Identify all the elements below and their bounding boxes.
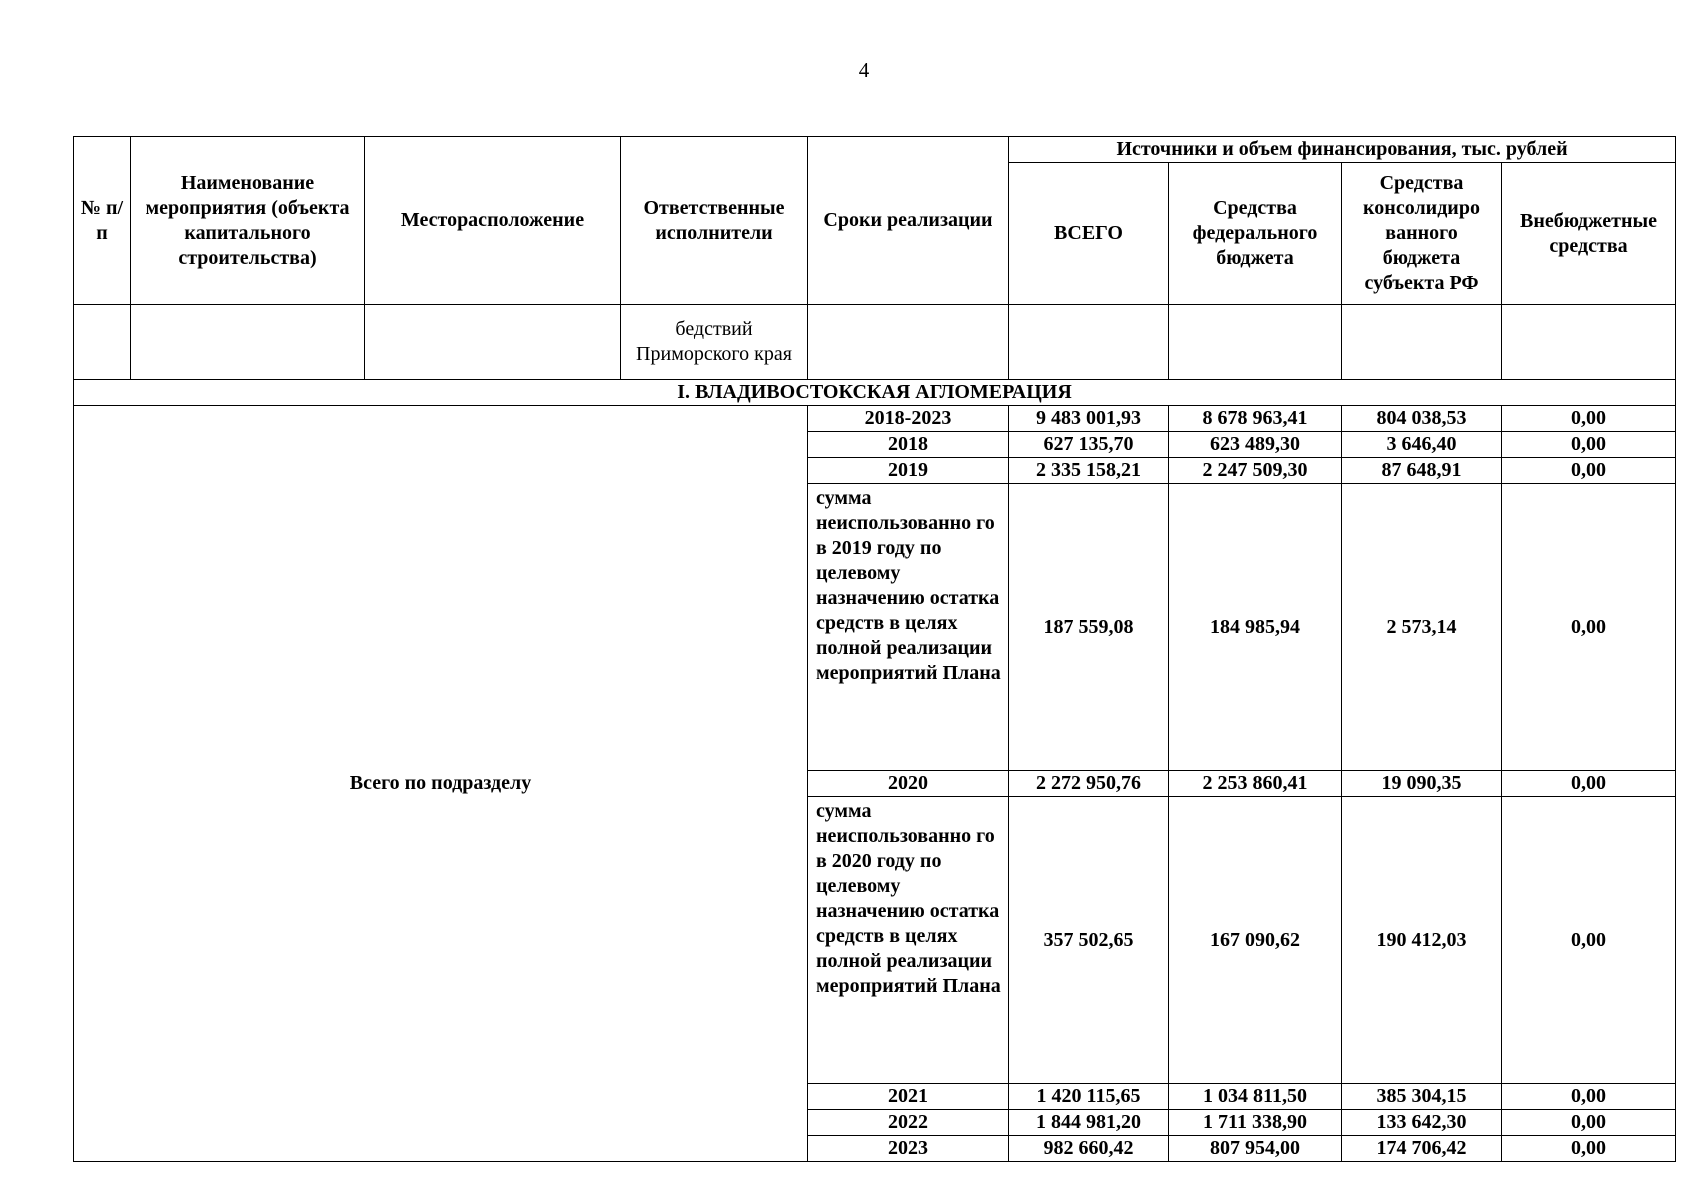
cont-federal bbox=[1169, 305, 1342, 380]
cell-federal: 167 090,62 bbox=[1169, 797, 1342, 1084]
cell-federal: 1 034 811,50 bbox=[1169, 1084, 1342, 1110]
cell-federal: 184 985,94 bbox=[1169, 484, 1342, 771]
cell-period: сумма неиспользованно го в 2020 году по целевому назначению остатка средств в целях полной реализации мероприятий Плана bbox=[808, 797, 1009, 1084]
header-location: Месторасположение bbox=[365, 137, 621, 305]
cell-extrabudget: 0,00 bbox=[1502, 1110, 1676, 1136]
cell-extrabudget: 0,00 bbox=[1502, 458, 1676, 484]
cell-extrabudget: 0,00 bbox=[1502, 406, 1676, 432]
cell-consolidated: 385 304,15 bbox=[1342, 1084, 1502, 1110]
cell-federal: 8 678 963,41 bbox=[1169, 406, 1342, 432]
cell-consolidated: 3 646,40 bbox=[1342, 432, 1502, 458]
header-federal: Средства федерального бюджета bbox=[1169, 163, 1342, 305]
cont-consolidated bbox=[1342, 305, 1502, 380]
header-terms: Сроки реализации bbox=[808, 137, 1009, 305]
subtotal-label: Всего по подразделу bbox=[74, 406, 808, 1162]
cell-consolidated: 133 642,30 bbox=[1342, 1110, 1502, 1136]
cell-period: 2019 bbox=[808, 458, 1009, 484]
cell-extrabudget: 0,00 bbox=[1502, 771, 1676, 797]
cell-period: 2022 bbox=[808, 1110, 1009, 1136]
cell-total: 2 272 950,76 bbox=[1009, 771, 1169, 797]
cont-extrabudget bbox=[1502, 305, 1676, 380]
cell-federal: 623 489,30 bbox=[1169, 432, 1342, 458]
cont-name bbox=[131, 305, 365, 380]
cell-total: 627 135,70 bbox=[1009, 432, 1169, 458]
header-name: Наименование мероприятия (объекта капитального строительства) bbox=[131, 137, 365, 305]
cell-consolidated: 87 648,91 bbox=[1342, 458, 1502, 484]
section-row bbox=[74, 380, 1676, 406]
header-sources-group: Источники и объем финансирования, тыс. рублей bbox=[1009, 137, 1676, 163]
cell-total: 982 660,42 bbox=[1009, 1136, 1169, 1162]
cell-consolidated: 19 090,35 bbox=[1342, 771, 1502, 797]
cell-period: 2023 bbox=[808, 1136, 1009, 1162]
cell-total: 1 420 115,65 bbox=[1009, 1084, 1169, 1110]
cell-total: 357 502,65 bbox=[1009, 797, 1169, 1084]
cell-consolidated: 804 038,53 bbox=[1342, 406, 1502, 432]
header-extrabudget: Внебюджетные средства bbox=[1502, 163, 1676, 305]
cell-extrabudget: 0,00 bbox=[1502, 1084, 1676, 1110]
cell-period: 2021 bbox=[808, 1084, 1009, 1110]
cell-total: 2 335 158,21 bbox=[1009, 458, 1169, 484]
cont-total bbox=[1009, 305, 1169, 380]
cont-responsible: бедствий Приморского края bbox=[621, 305, 808, 380]
header-row-1 bbox=[74, 137, 1676, 163]
cell-federal: 1 711 338,90 bbox=[1169, 1110, 1342, 1136]
header-total: ВСЕГО bbox=[1009, 163, 1169, 305]
cell-period: 2018 bbox=[808, 432, 1009, 458]
cell-period: сумма неиспользованно го в 2019 году по целевому назначению остатка средств в целях полной реализации мероприятий Плана bbox=[808, 484, 1009, 771]
cell-total: 187 559,08 bbox=[1009, 484, 1169, 771]
page-number: 4 bbox=[858, 58, 870, 82]
cell-consolidated: 2 573,14 bbox=[1342, 484, 1502, 771]
header-consolidated: Средства консолидиро ванного бюджета субъекта РФ bbox=[1342, 163, 1502, 305]
header-responsible: Ответственные исполнители bbox=[621, 137, 808, 305]
continuation-row bbox=[74, 305, 1676, 380]
section-title: I. ВЛАДИВОСТОКСКАЯ АГЛОМЕРАЦИЯ bbox=[74, 380, 1676, 406]
cell-total: 9 483 001,93 bbox=[1009, 406, 1169, 432]
cell-extrabudget: 0,00 bbox=[1502, 797, 1676, 1084]
cont-location bbox=[365, 305, 621, 380]
financing-table bbox=[73, 136, 1676, 1162]
cell-federal: 807 954,00 bbox=[1169, 1136, 1342, 1162]
cell-federal: 2 247 509,30 bbox=[1169, 458, 1342, 484]
cell-extrabudget: 0,00 bbox=[1502, 484, 1676, 771]
cell-extrabudget: 0,00 bbox=[1502, 1136, 1676, 1162]
cell-period: 2018-2023 bbox=[808, 406, 1009, 432]
cont-num bbox=[74, 305, 131, 380]
cell-consolidated: 174 706,42 bbox=[1342, 1136, 1502, 1162]
header-num: № п/п bbox=[74, 137, 131, 305]
cell-extrabudget: 0,00 bbox=[1502, 432, 1676, 458]
cell-total: 1 844 981,20 bbox=[1009, 1110, 1169, 1136]
cell-period: 2020 bbox=[808, 771, 1009, 797]
cont-terms bbox=[808, 305, 1009, 380]
table-row bbox=[74, 406, 1676, 432]
cell-consolidated: 190 412,03 bbox=[1342, 797, 1502, 1084]
cell-federal: 2 253 860,41 bbox=[1169, 771, 1342, 797]
